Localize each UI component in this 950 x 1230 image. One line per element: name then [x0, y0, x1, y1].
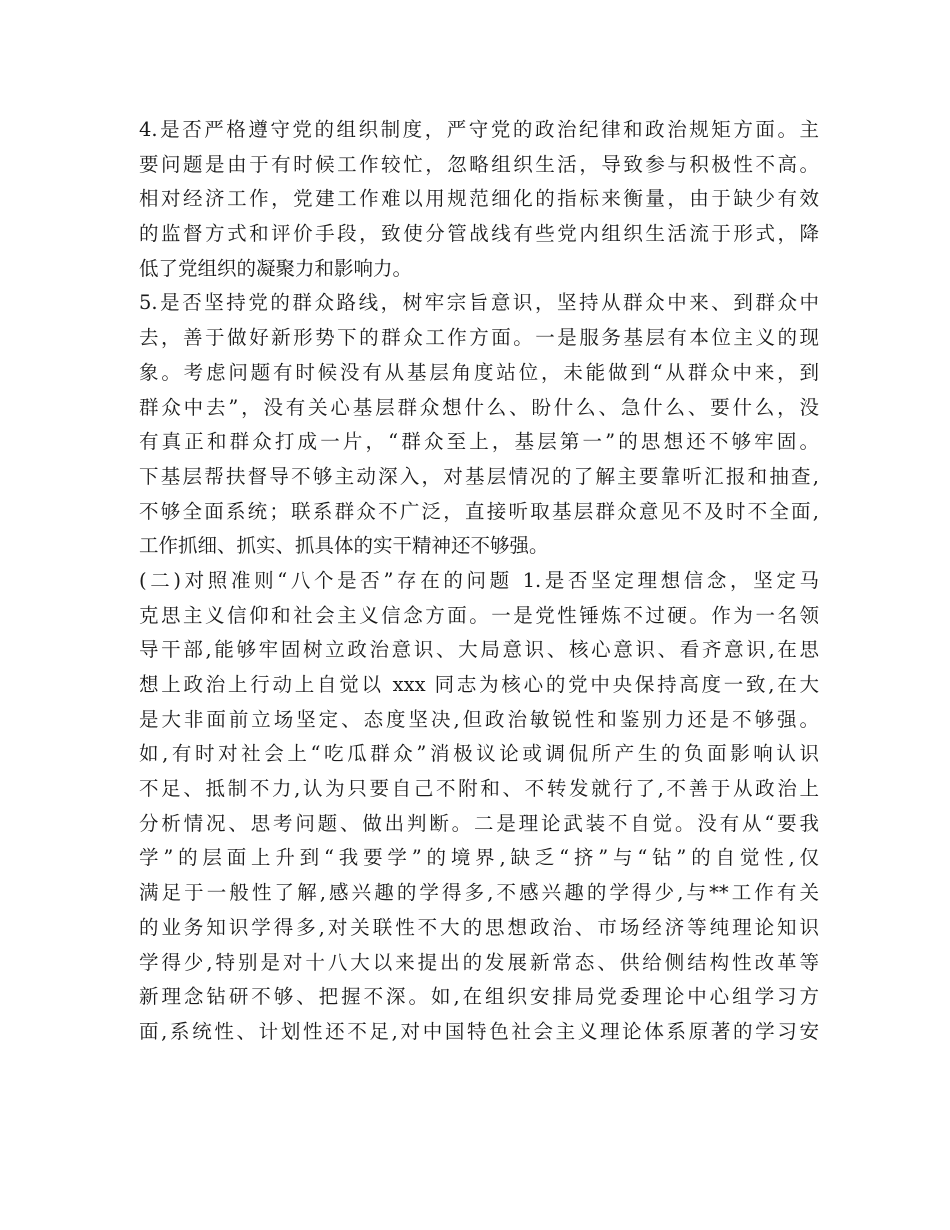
- text-line: 群众中去”，没有关心基层群众想什么、盼什么、急什么、要什么，没: [139, 395, 819, 419]
- text-line: 不足、抵制不力,认为只要自己不附和、不转发就行了,不善于从政治上: [139, 777, 819, 801]
- text-line: 学得少,特别是对十八大以来提出的发展新常态、供给侧结构性改革等: [139, 950, 819, 974]
- text-line: 工作抓细、抓实、抓具体的实干精神还不够强。: [139, 534, 549, 558]
- text-line: 象。考虑问题有时候没有从基层角度站位，未能做到“从群众中来，到: [139, 360, 819, 384]
- text-line: 想上政治上行动上自觉以 xxx 同志为核心的党中央保持高度一致,在大: [139, 673, 819, 696]
- document-body: [139, 113, 819, 1050]
- text-line: 新理念钻研不够、把握不深。如,在组织安排局党委理论中心组学习方: [139, 985, 819, 1009]
- text-line: 的业务知识学得多,对关联性不大的思想政治、市场经济等纯理论知识: [139, 915, 819, 939]
- text-line: 学”的层面上升到“我要学”的境界,缺乏“挤”与“钻”的自觉性,仅: [139, 846, 819, 870]
- text-line: 下基层帮扶督导不够主动深入，对基层情况的了解主要靠听汇报和抽查,: [139, 464, 819, 488]
- text-line: 是大非面前立场坚定、态度坚决,但政治敏锐性和鉴别力还是不够强。: [139, 707, 819, 731]
- text-line: 要问题是由于有时候工作较忙，忽略组织生活，导致参与积极性不高。: [139, 152, 819, 176]
- text-line: 面,系统性、计划性还不足,对中国特色社会主义理论体系原著的学习安: [139, 1019, 819, 1043]
- text-line: 分析情况、思考问题、做出判断。二是理论武装不自觉。没有从“要我: [139, 811, 819, 835]
- text-line: 如,有时对社会上“吃瓜群众”消极议论或调侃所产生的负面影响认识: [139, 742, 819, 766]
- text-line: 克思主义信仰和社会主义信念方面。一是党性锤炼不过硬。作为一名领: [139, 603, 819, 627]
- text-line: 的监督方式和评价手段，致使分管战线有些党内组织生活流于形式，降: [139, 222, 819, 246]
- text-line: 去，善于做好新形势下的群众工作方面。一是服务基层有本位主义的现: [139, 326, 819, 350]
- text-line: 低了党组织的凝聚力和影响力。: [139, 256, 413, 280]
- text-line: 满足于一般性了解,感兴趣的学得多,不感兴趣的学得少,与**工作有关: [139, 881, 819, 905]
- text-line: (二)对照准则“八个是否”存在的问题 1.是否坚定理想信念，坚定马: [139, 568, 819, 592]
- text-line: 不够全面系统；联系群众不广泛，直接听取基层群众意见不及时不全面,: [139, 499, 819, 523]
- text-line: 4.是否严格遵守党的组织制度，严守党的政治纪律和政治规矩方面。主: [139, 118, 819, 141]
- text-line: 5.是否坚持党的群众路线，树牢宗旨意识，坚持从群众中来、到群众中: [139, 291, 819, 315]
- text-line: 导干部,能够牢固树立政治意识、大局意识、核心意识、看齐意识,在思: [139, 638, 819, 662]
- text-line: 相对经济工作，党建工作难以用规范细化的指标来衡量，由于缺少有效: [139, 187, 819, 211]
- text-line: 有真正和群众打成一片，“群众至上，基层第一”的思想还不够牢固。: [139, 430, 819, 454]
